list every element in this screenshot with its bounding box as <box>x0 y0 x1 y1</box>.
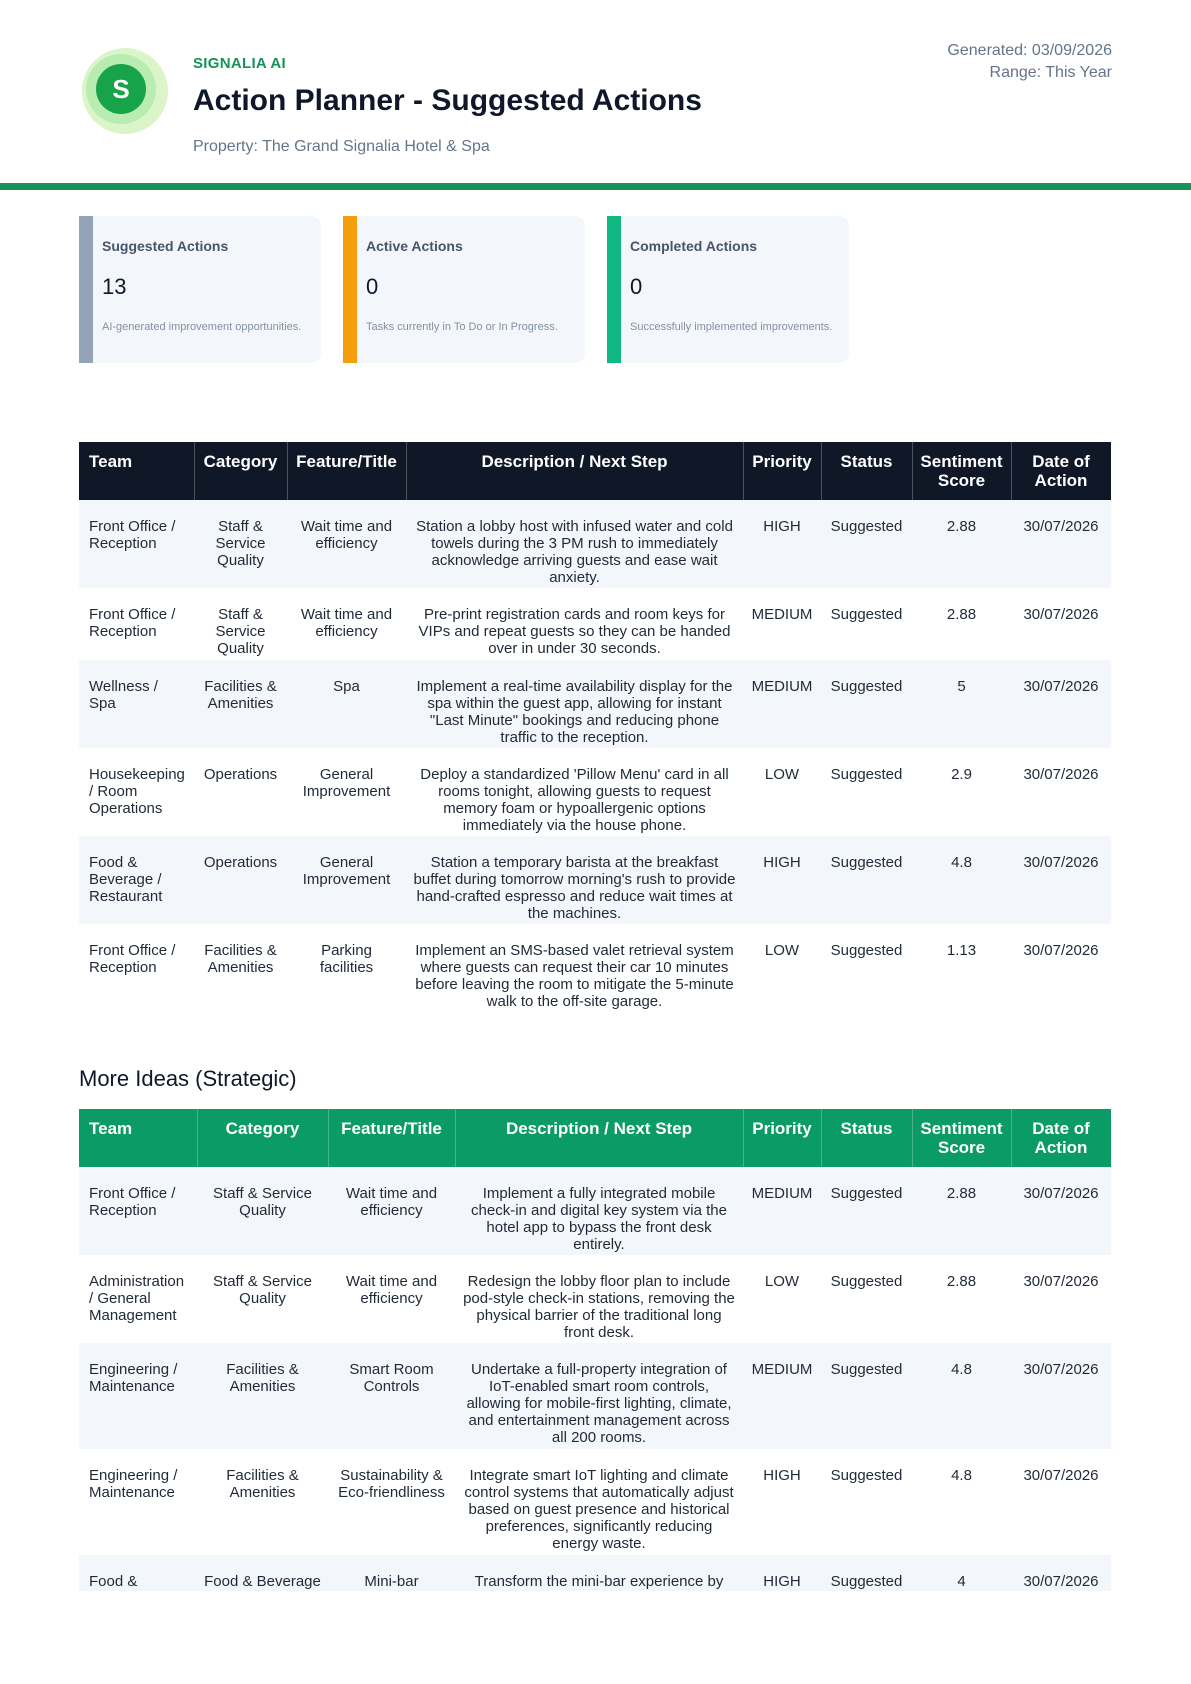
card-description: Tasks currently in To Do or In Progress. <box>366 321 558 333</box>
table-cell: 5 <box>957 678 966 695</box>
table-cell: Operations <box>203 854 278 871</box>
table-header-row <box>79 1109 1111 1167</box>
table-cell: Administration / General Management <box>89 1273 185 1324</box>
suggested-actions-card <box>79 216 321 363</box>
table-cell: 2.9 <box>951 766 972 783</box>
table-cell: Sustainability & Eco-friendliness <box>338 1467 445 1501</box>
table-cell: Front Office / Reception <box>89 606 176 640</box>
suggested-actions-table <box>79 442 1112 1014</box>
table-cell: LOW <box>764 766 800 783</box>
table-cell: Wait time and efficiency <box>345 1185 438 1219</box>
table-row <box>79 660 1111 748</box>
table-cell: Food & <box>89 1573 138 1590</box>
strategic-ideas-table <box>79 1109 1112 1591</box>
column-header: Team <box>79 1109 197 1167</box>
table-cell: 4 <box>957 1573 966 1590</box>
table-cell: Food & Beverage <box>204 1573 321 1590</box>
stat-cards <box>79 216 849 363</box>
column-header: Description / Next Step <box>406 442 743 500</box>
table-cell: Food & Beverage / Restaurant <box>89 854 163 905</box>
table-cell: Front Office / Reception <box>89 518 176 552</box>
table-cell: 30/07/2026 <box>1023 678 1099 695</box>
table-row <box>79 1343 1111 1449</box>
table-cell: 2.88 <box>946 1273 977 1290</box>
active-actions-card <box>343 216 585 363</box>
column-header: Date of Action <box>1011 1109 1111 1167</box>
logo-letter: S <box>96 64 146 114</box>
section-title-strategic: More Ideas (Strategic) <box>79 1066 297 1091</box>
table-cell: 30/07/2026 <box>1023 606 1099 623</box>
page-title: Action Planner - Suggested Actions <box>193 84 702 117</box>
card-value: 13 <box>102 274 127 299</box>
table-cell: Staff & Service Quality <box>213 1185 312 1219</box>
column-header: Priority <box>743 442 821 500</box>
column-header: Sentiment Score <box>912 442 1011 500</box>
column-header: Category <box>194 442 287 500</box>
table-cell: Implement an SMS-based valet retrieval system where guests can request their car 10 minutes before leaving the room to mitigate the 5-minute walk to the off-site garage. <box>415 942 734 1010</box>
table-cell: 30/07/2026 <box>1023 854 1099 871</box>
table-cell: Suggested <box>830 518 903 535</box>
table-cell: Suggested <box>830 1185 903 1202</box>
card-value: 0 <box>630 274 643 299</box>
table-cell: Engineering / Maintenance <box>89 1467 178 1501</box>
table-cell: 2.88 <box>946 518 977 535</box>
table-cell: Operations <box>203 766 278 783</box>
table-cell: Staff & Service Quality <box>215 518 266 569</box>
table-cell: Staff & Service Quality <box>213 1273 312 1307</box>
brand-name: SIGNALIA AI <box>193 55 287 72</box>
table-cell: HIGH <box>763 854 801 871</box>
card-description: Successfully implemented improvements. <box>630 321 833 333</box>
table-cell: Redesign the lobby floor plan to include pod-style check-in stations, removing the physical barrier of the traditional long front desk. <box>463 1273 735 1341</box>
table-cell: Suggested <box>830 766 903 783</box>
table-cell: 30/07/2026 <box>1023 942 1099 959</box>
table-cell: 4.8 <box>951 1361 972 1378</box>
column-header: Status <box>821 442 912 500</box>
table-cell: MEDIUM <box>751 606 813 623</box>
table-cell: Transform the mini-bar experience by <box>474 1573 724 1590</box>
table-cell: Pre-print registration cards and room keys for VIPs and repeat guests so they can be handed over in under 30 seconds. <box>418 606 731 657</box>
table-cell: Station a lobby host with infused water and cold towels during the 3 PM rush to immediately acknowledge arriving guests and ease wait anxiety. <box>416 518 733 586</box>
table-cell: HIGH <box>763 1467 801 1484</box>
table-cell: LOW <box>764 1273 800 1290</box>
table-cell: 30/07/2026 <box>1023 1185 1099 1202</box>
table-row <box>79 1555 1111 1591</box>
table-cell: MEDIUM <box>751 678 813 695</box>
card-label: Active Actions <box>366 238 463 254</box>
table-cell: Suggested <box>830 678 903 695</box>
table-cell: LOW <box>764 942 800 959</box>
table-row <box>79 1167 1111 1255</box>
table-cell: MEDIUM <box>751 1185 813 1202</box>
table-cell: Facilities & Amenities <box>204 942 277 976</box>
table-cell: Suggested <box>830 606 903 623</box>
table-cell: Suggested <box>830 1273 903 1290</box>
table-cell: 30/07/2026 <box>1023 1467 1099 1484</box>
column-header: Date of Action <box>1011 442 1111 500</box>
table-cell: 30/07/2026 <box>1023 518 1099 535</box>
table-cell: 1.13 <box>946 942 977 959</box>
table-cell: Parking facilities <box>319 942 374 976</box>
column-header: Team <box>79 442 194 500</box>
table-cell: 30/07/2026 <box>1023 1361 1099 1378</box>
table-cell: Wait time and efficiency <box>300 606 393 640</box>
column-header: Description / Next Step <box>455 1109 743 1167</box>
table-cell: Spa <box>333 678 360 695</box>
table-cell: Suggested <box>830 1573 903 1590</box>
card-accent-bar <box>607 216 621 363</box>
table-cell: Facilities & Amenities <box>226 1467 299 1501</box>
table-cell: Deploy a standardized 'Pillow Menu' card in all rooms tonight, allowing guests to request memory foam or hypoallergenic options immediately via the house phone. <box>420 766 729 834</box>
table-cell: Wait time and efficiency <box>300 518 393 552</box>
card-label: Completed Actions <box>630 238 758 254</box>
card-accent-bar <box>343 216 357 363</box>
table-row <box>79 500 1111 588</box>
table-cell: Housekeeping / Room Operations <box>89 766 185 817</box>
table-cell: Station a temporary barista at the breakfast buffet during tomorrow morning's rush to provide hand-crafted espresso and reduce wait times at the machines. <box>413 854 736 922</box>
table-body <box>79 1167 1111 1591</box>
report-meta <box>947 40 1112 84</box>
table-cell: Integrate smart IoT lighting and climate control systems that automatically adjust based on guest presence and historical preferences, significantly reducing energy waste. <box>464 1467 734 1552</box>
column-header: Sentiment Score <box>912 1109 1011 1167</box>
property-name: Property: The Grand Signalia Hotel & Spa <box>193 138 490 155</box>
table-cell: Front Office / Reception <box>89 942 176 976</box>
date-range: Range: This Year <box>989 64 1112 81</box>
table-row <box>79 1449 1111 1555</box>
completed-actions-card <box>607 216 849 363</box>
table-cell: Suggested <box>830 942 903 959</box>
table-cell: Engineering / Maintenance <box>89 1361 178 1395</box>
table-row <box>79 1255 1111 1343</box>
table-cell: Implement a real-time availability display for the spa within the guest app, allowing for instant "Last Minute" bookings and reducing phone traffic to the reception. <box>416 678 733 746</box>
table-row <box>79 836 1111 924</box>
table-cell: Wait time and efficiency <box>345 1273 438 1307</box>
header-divider <box>0 183 1191 190</box>
table-cell: Smart Room Controls <box>349 1361 434 1395</box>
table-cell: General Improvement <box>302 854 391 888</box>
table-cell: 2.88 <box>946 606 977 623</box>
card-description: AI-generated improvement opportunities. <box>102 321 302 333</box>
table-cell: Facilities & Amenities <box>226 1361 299 1395</box>
table-header-row <box>79 442 1111 500</box>
table-cell: MEDIUM <box>751 1361 813 1378</box>
brand-logo <box>82 48 168 134</box>
report-header <box>0 0 1191 190</box>
card-accent-bar <box>79 216 93 363</box>
table-cell: Staff & Service Quality <box>215 606 266 657</box>
table-cell: 4.8 <box>951 854 972 871</box>
card-value: 0 <box>366 274 379 299</box>
table-cell: General Improvement <box>302 766 391 800</box>
table-cell: Suggested <box>830 854 903 871</box>
table-cell: HIGH <box>763 518 801 535</box>
card-label: Suggested Actions <box>102 238 229 254</box>
generated-date: Generated: 03/09/2026 <box>947 42 1112 59</box>
table-cell: Suggested <box>830 1467 903 1484</box>
table-cell: Implement a fully integrated mobile check-in and digital key system via the hotel app to bypass the front desk entirely. <box>471 1185 727 1253</box>
table-body <box>79 500 1111 1014</box>
table-cell: Facilities & Amenities <box>204 678 277 712</box>
table-cell: Undertake a full-property integration of IoT-enabled smart room controls, allowing for mobile-first lighting, climate, and entertainment management across all 200 rooms. <box>466 1361 732 1446</box>
table-cell: Suggested <box>830 1361 903 1378</box>
table-row <box>79 588 1111 660</box>
table-row <box>79 748 1111 836</box>
table-cell: Mini-bar <box>364 1573 419 1590</box>
table-cell: 2.88 <box>946 1185 977 1202</box>
table-cell: 30/07/2026 <box>1023 1273 1099 1290</box>
table-row <box>79 924 1111 1014</box>
column-header: Priority <box>743 1109 821 1167</box>
column-header: Feature/Title <box>287 442 406 500</box>
table-cell: 4.8 <box>951 1467 972 1484</box>
table-cell: HIGH <box>763 1573 801 1590</box>
table-cell: Wellness / Spa <box>89 678 158 712</box>
table-cell: Front Office / Reception <box>89 1185 176 1219</box>
table-cell: 30/07/2026 <box>1023 766 1099 783</box>
column-header: Category <box>197 1109 328 1167</box>
column-header: Feature/Title <box>328 1109 455 1167</box>
table-cell: 30/07/2026 <box>1023 1573 1099 1590</box>
column-header: Status <box>821 1109 912 1167</box>
